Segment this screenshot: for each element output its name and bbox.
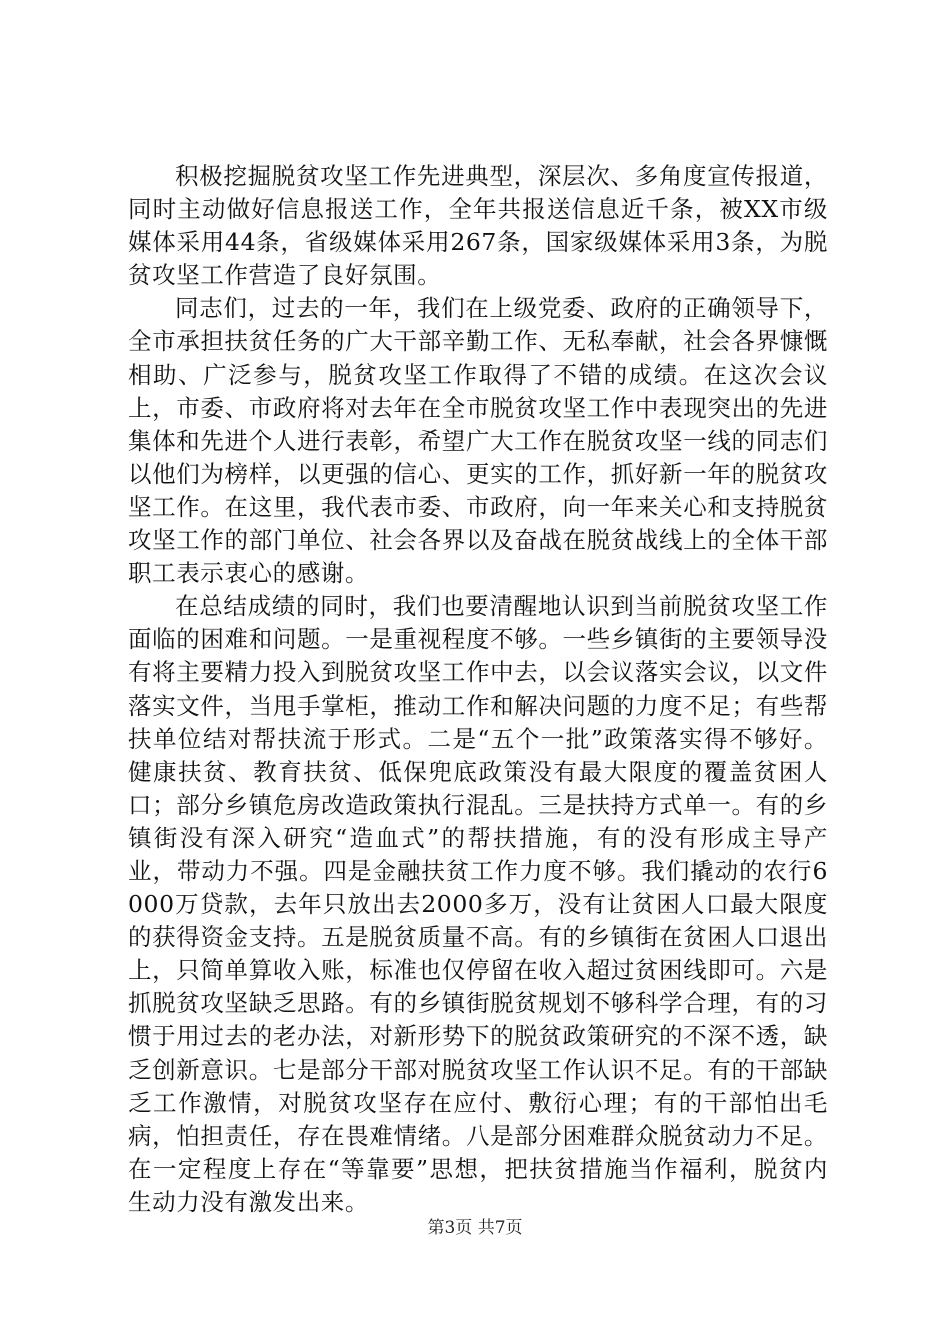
page-number-label: 第3页 共7页 bbox=[427, 1218, 523, 1238]
paragraph-media-publicity: 积极挖掘脱贫攻坚工作先进典型，深层次、多角度宣传报道，同时主动做好信息报送工作，全年共报送信息近千条，被XX市级媒体采用44条，省级媒体采用267条，国家级媒体采用3条，为脱贫攻坚工作营造了良好氛围。 bbox=[128, 162, 828, 290]
page-footer bbox=[0, 1216, 950, 1240]
paragraph-achievements-thanks: 同志们，过去的一年，我们在上级党委、政府的正确领导下，全市承担扶贫任务的广大干部辛勤工作、无私奉献，社会各界慷慨相助、广泛参与，脱贫攻坚工作取得了不错的成绩。在这次会议上，市委、市政府将对去年在全市脱贫攻坚工作中表现突出的先进集体和先进个人进行表彰，希望广大工作在脱贫攻坚一线的同志们以他们为榜样，以更强的信心、更实的工作，抓好新一年的脱贫攻坚工作。在这里，我代表市委、市政府，向一年来关心和支持脱贫攻坚工作的部门单位、社会各界以及奋战在脱贫战线上的全体干部职工表示衷心的感谢。 bbox=[128, 294, 828, 588]
document-body bbox=[128, 160, 828, 1219]
paragraph-problems: 在总结成绩的同时，我们也要清醒地认识到当前脱贫攻坚工作面临的困难和问题。一是重视程度不够。一些乡镇街的主要领导没有将主要精力投入到脱贫攻坚工作中去，以会议落实会议，以文件落实文件，当甩手掌柜，推动工作和解决问题的力度不足；有些帮扶单位结对帮扶流于形式。二是“五个一批”政策落实得不够好。健康扶贫、教育扶贫、低保兜底政策没有最大限度的覆盖贫困人口；部分乡镇危房改造政策执行混乱。三是扶持方式单一。有的乡镇街没有深入研究“造血式”的帮扶措施，有的没有形成主导产业，带动力不强。四是金融扶贫工作力度不够。我们撬动的农行6000万贷款，去年只放出去2000多万，没有让贫困人口最大限度的获得资金支持。五是脱贫质量不高。有的乡镇街在贫困人口退出上，只简单算收入账，标准也仅停留在收入超过贫困线即可。六是抓脱贫攻坚缺乏思路。有的乡镇街脱贫规划不够科学合理，有的习惯于用过去的老办法，对新形势下的脱贫政策研究的不深不透，缺乏创新意识。七是部分干部对脱贫攻坚工作认识不足。有的干部缺乏工作激情，对脱贫攻坚存在应付、敷衍心理；有的干部怕出毛病，怕担责任，存在畏难情绪。八是部分困难群众脱贫动力不足。在一定程度上存在“等靠要”思想，把扶贫措施当作福利，脱贫内生动力没有激发出来。 bbox=[128, 592, 828, 1216]
